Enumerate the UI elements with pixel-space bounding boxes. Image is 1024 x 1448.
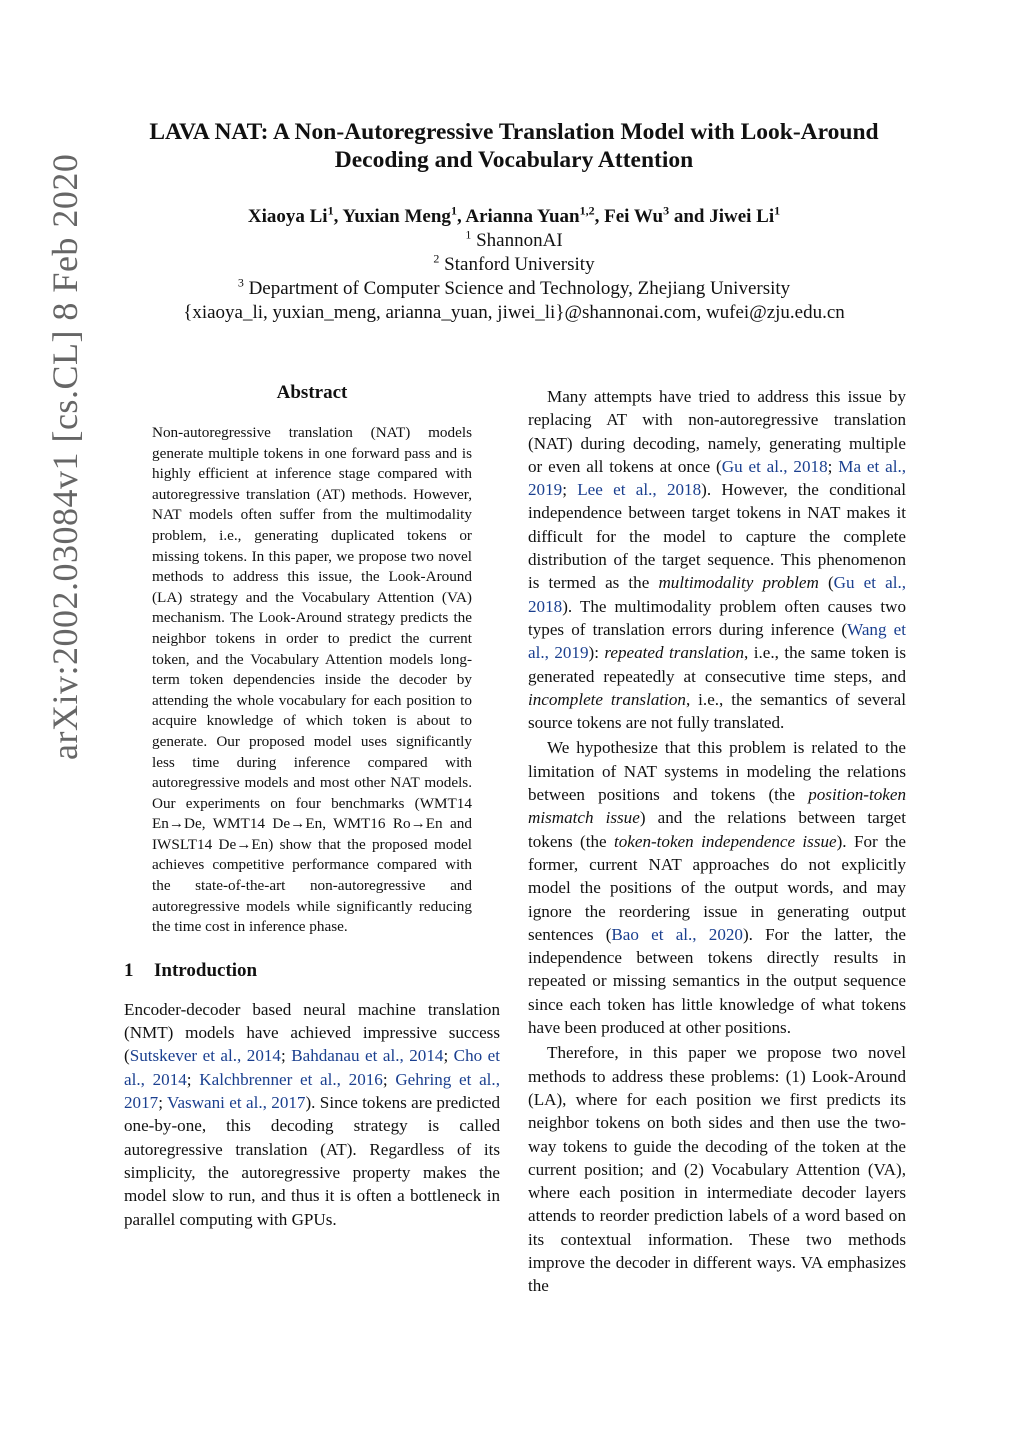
affiliation-text: Department of Computer Science and Technology, Zhejiang University <box>243 278 791 299</box>
affiliation-text: Stanford University <box>439 254 595 275</box>
affiliation-text: ShannonAI <box>471 230 563 251</box>
text-run: ( <box>818 573 834 593</box>
text-run: ; <box>280 1046 292 1066</box>
left-column <box>124 382 500 1231</box>
author-affil-mark: 1,2 <box>579 203 595 218</box>
text-run: ). For the former, current NAT approaches do not explicitly model the positions of the output words, and may ignore the reordering issue in generating output sentences ( <box>528 831 906 944</box>
text-run: ; <box>827 456 839 476</box>
title-line-2: Decoding and Vocabulary Attention <box>334 147 694 173</box>
paper-title <box>100 118 928 174</box>
affiliation-mark: 3 <box>237 275 244 290</box>
citation-link[interactable]: Gu et al., 2018 <box>721 456 828 476</box>
section-number: 1 <box>124 959 134 981</box>
author-affil-mark: 3 <box>663 203 670 218</box>
text-run: , i.e., the semantics of several source tokens are not fully translated. <box>528 689 906 733</box>
abstract-heading: Abstract <box>276 382 348 403</box>
affiliation-mark: 1 <box>465 227 472 242</box>
author-name: Jiwei Li <box>709 206 775 227</box>
paragraph <box>528 1041 906 1297</box>
text-run: ; <box>382 1069 396 1089</box>
text-run: ; <box>186 1069 200 1089</box>
paragraph <box>528 385 906 734</box>
author-names <box>100 205 928 229</box>
section-heading-introduction <box>124 960 500 982</box>
text-run: ): <box>588 643 605 663</box>
citation-link[interactable]: Lee et al., 2018 <box>577 480 702 500</box>
author-emails: {xiaoya_li, yuxian_meng, arianna_yuan, jiwei_li}@shannonai.com, wufei@zju.edu.cn <box>183 302 845 323</box>
right-column <box>528 385 906 1298</box>
citation-link[interactable]: Vaswani et al., 2017 <box>167 1093 306 1113</box>
author-name: Arianna Yuan <box>465 206 580 227</box>
citation-link[interactable]: Kalchbrenner et al., 2016 <box>199 1069 383 1089</box>
italic-term: incomplete translation <box>528 689 686 709</box>
text-run: ; <box>443 1046 454 1066</box>
citation-link[interactable]: Cho et al., 2014 <box>124 1046 500 1089</box>
text-run: Encoder-decoder based neural machine translation (NMT) models have achieved impressive success ( <box>124 999 500 1066</box>
author-name: Xiaoya Li <box>247 206 328 227</box>
text-run: ) and the relations between target tokens (the <box>528 808 906 851</box>
author-separator: and <box>669 206 710 227</box>
text-run: ). Since tokens are predicted one-by-one, this decoding strategy is called autoregressive translation (AT). Regardless of its simplicity, the autoregressive property makes the model slow to run, and thus it is often a bottleneck in parallel computing with GPUs. <box>124 1093 500 1229</box>
affiliation-line <box>100 277 928 301</box>
italic-term: multimodality problem <box>658 573 819 593</box>
title-line-1: LAVA NAT: A Non-Autoregressive Translation Model with Look-Around <box>149 119 879 145</box>
text-run: ; <box>158 1093 168 1113</box>
citation-link[interactable]: Sutskever et al., 2014 <box>129 1046 281 1066</box>
section-title: Introduction <box>154 959 258 981</box>
abstract-text: Non-autoregressive translation (NAT) models generate multiple tokens in one forward pass and is highly efficient at inference stage compared with autoregressive translation (AT) methods. However, NAT models often suffer from the multimodality problem, i.e., generating duplicated tokens or missing tokens. In this paper, we propose two novel methods to address this issue, the Look-Around (LA) strategy and the Vocabulary Attention (VA) mechanism. The Look-Around strategy predicts the neighbor tokens in order to predict the current token, and the Vocabulary Attention models long-term token dependencies inside the decoder by attending the whole vocabulary for each position to acquire knowledge of which token is about to generate. Our proposed model uses significantly less time during inference compared with autoregressive models and most other NAT models. Our experiments on four benchmarks (WMT14 En→De, WMT14 De→En, WMT16 Ro→En and IWSLT14 De→En) show that the proposed model achieves competitive performance compared with the state-of-the-art non-autoregressive and autoregressive models while significantly reducing the time cost in inference phase. <box>152 424 472 936</box>
author-separator: , <box>333 206 343 227</box>
author-affil-mark: 1 <box>450 203 457 218</box>
citation-link[interactable]: Bao et al., 2020 <box>611 924 743 944</box>
citation-link[interactable]: Bahdanau et al., 2014 <box>291 1046 444 1066</box>
affiliation-line <box>100 253 928 277</box>
text-run: Therefore, in this paper we propose two novel methods to address these problems: (1) Look-Around (LA), where for each position we first predicts its neighbor tokens on both sides and then use the two-way tokens to guide the decoding of the token at the current position; and (2) Vocabulary Attention (VA), where each position in intermediate decoder layers attends to reorder prediction labels of a word based on its contextual information. These two methods improve the decoder in different ways. VA emphasizes the <box>528 1043 906 1296</box>
citation-link[interactable]: Wang et al., 2019 <box>528 619 906 663</box>
author-name: Yuxian Meng <box>342 206 451 227</box>
paragraph <box>528 736 906 1039</box>
author-affil-mark: 1 <box>774 203 781 218</box>
italic-term: token-token independence issue <box>613 831 837 851</box>
author-affil-mark: 1 <box>327 203 334 218</box>
citation-link[interactable]: Gu et al., 2018 <box>528 573 907 616</box>
author-block <box>100 205 928 325</box>
affiliation-mark: 2 <box>433 251 440 266</box>
author-separator: , <box>594 206 605 227</box>
author-separator: , <box>456 206 466 227</box>
text-run: ). The multimodality problem often causes two types of translation errors during inference ( <box>528 596 906 639</box>
italic-term: position-token mismatch issue <box>528 785 906 828</box>
text-run: Many attempts have tried to address this issue by replacing AT with non-autoregressive translation (NAT) during decoding, namely, generating multiple or even all tokens at once ( <box>528 387 906 476</box>
italic-term: repeated translation <box>604 643 745 663</box>
text-run: , i.e., the same token is generated repeatedly at consecutive time steps, and <box>528 643 906 686</box>
author-name: Fei Wu <box>604 206 664 227</box>
text-run: ). For the latter, the independence between tokens directly results in repeated or missing semantics in the output sequence since each token has little knowledge of what tokens have been produced at other positions. <box>528 924 907 1038</box>
citation-link[interactable]: Gehring et al., 2017 <box>124 1069 500 1113</box>
text-run: ; <box>562 480 578 500</box>
text-run: We hypothesize that this problem is related to the limitation of NAT systems in modeling the relations between positions and tokens (the <box>528 738 906 805</box>
text-run: ). However, the conditional independence between target tokens in NAT makes it difficult for the model to capture the complete distribution of the target sequence. This phenomenon is termed as the <box>528 480 907 593</box>
citation-link[interactable]: Ma et al., 2019 <box>528 456 906 500</box>
affiliation-line <box>100 229 928 253</box>
paragraph <box>124 998 500 1231</box>
arxiv-identifier: arXiv:2002.03084v1 [cs.CL] 8 Feb 2020 <box>45 153 85 760</box>
